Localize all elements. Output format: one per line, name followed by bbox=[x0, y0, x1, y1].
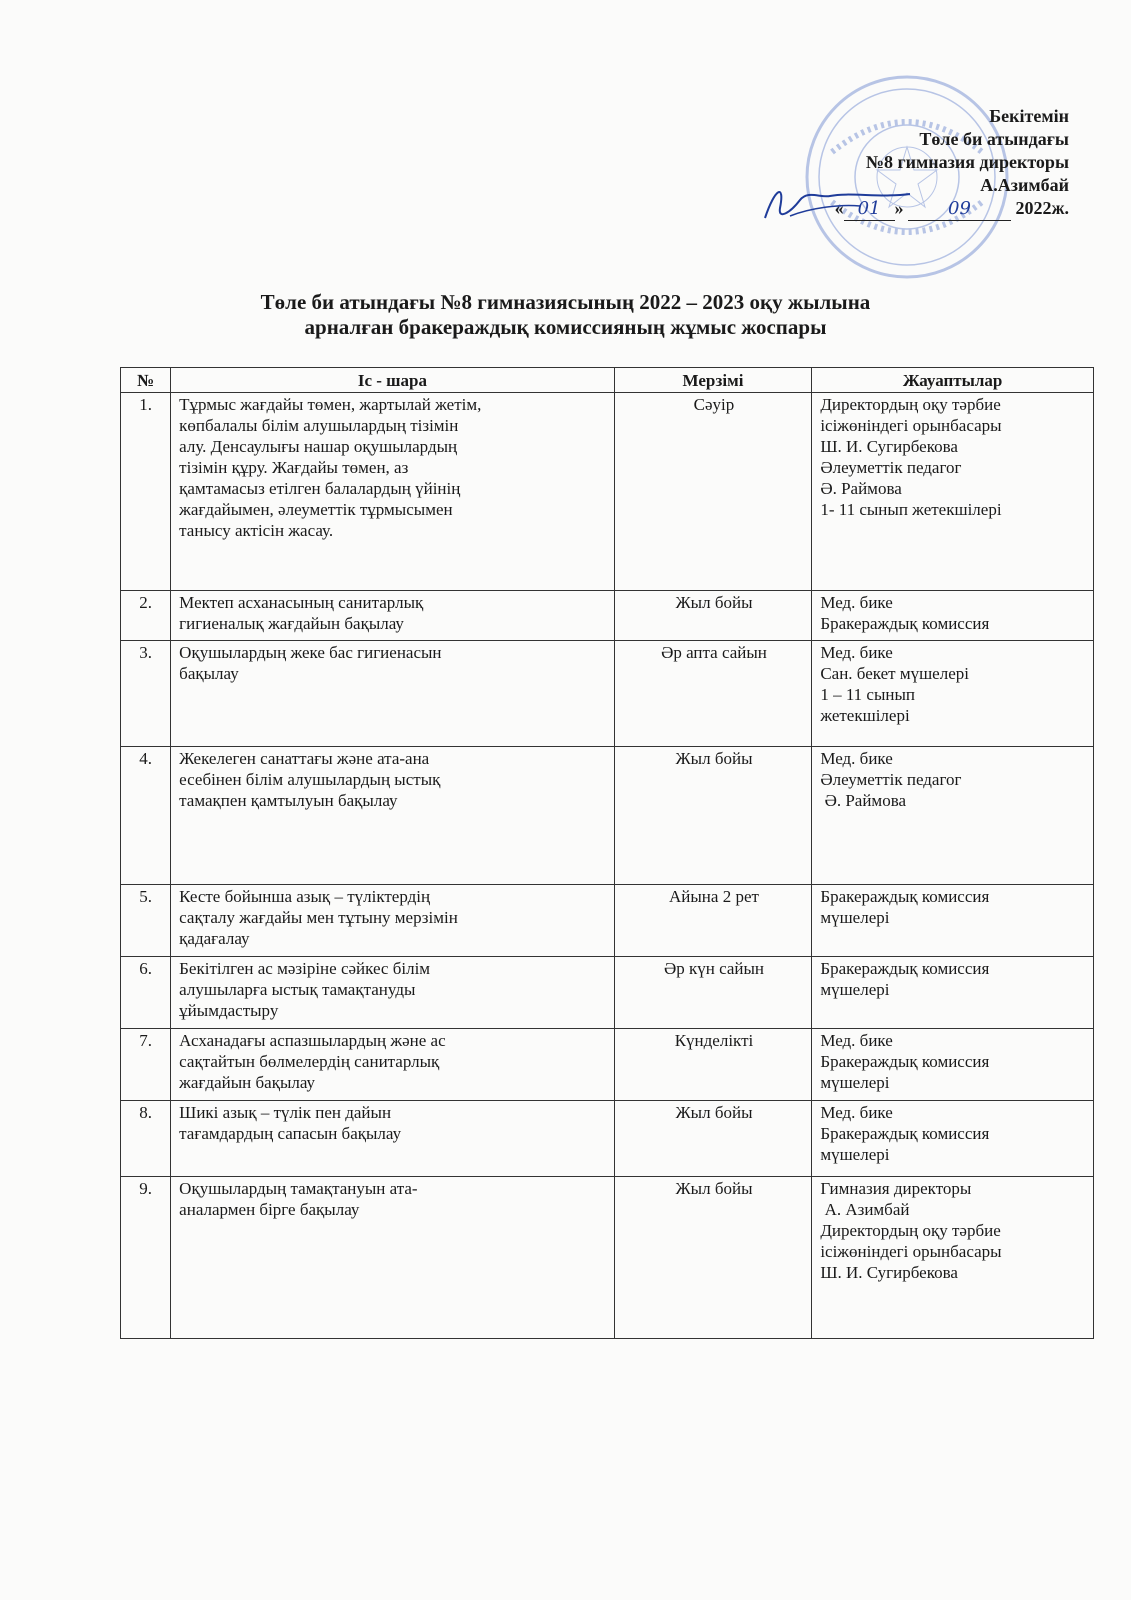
row-term: Жыл бойы bbox=[614, 1177, 812, 1339]
responsible-text-line: мүшелері bbox=[820, 1073, 890, 1092]
document-title bbox=[0, 290, 1131, 340]
row-number: 6. bbox=[121, 957, 171, 1029]
row-term: Сәуір bbox=[614, 393, 812, 591]
row-event bbox=[171, 1029, 614, 1101]
row-term: Айына 2 рет bbox=[614, 885, 812, 957]
event-text-line: жағдайымен, әлеуметтік тұрмысымен bbox=[179, 500, 453, 519]
event-text-line: тізімін құру. Жағдайы төмен, аз bbox=[179, 458, 409, 477]
row-number: 2. bbox=[121, 591, 171, 641]
row-event bbox=[171, 393, 614, 591]
table-row bbox=[121, 885, 1094, 957]
responsible-text-line: Мед. бике bbox=[820, 749, 893, 768]
row-responsible bbox=[812, 1177, 1094, 1339]
event-text-line: Оқушылардың тамақтануын ата- bbox=[179, 1179, 418, 1198]
row-responsible bbox=[812, 885, 1094, 957]
event-text-line: Бекітілген ас мәзіріне сәйкес білім bbox=[179, 959, 431, 978]
table-row bbox=[121, 393, 1094, 591]
responsible-text-line: жетекшілері bbox=[820, 706, 910, 725]
row-event bbox=[171, 957, 614, 1029]
row-event bbox=[171, 885, 614, 957]
responsible-text-line: Бракераждық комиссия bbox=[820, 1052, 990, 1071]
event-text-line: алу. Денсаулығы нашар оқушылардың bbox=[179, 437, 458, 456]
date-month: 09 bbox=[908, 197, 1011, 221]
date-year: 2022ж. bbox=[1015, 198, 1069, 218]
event-text-line: Шикі азық – түлік пен дайын bbox=[179, 1103, 392, 1122]
responsible-text-line: Сан. бекет мүшелері bbox=[820, 664, 969, 683]
responsible-text-line: мүшелері bbox=[820, 1145, 890, 1164]
event-text-line: қадағалау bbox=[179, 929, 250, 948]
row-event bbox=[171, 591, 614, 641]
date-close-quote: » bbox=[894, 198, 904, 218]
event-text-line: гигиеналық жағдайын бақылау bbox=[179, 614, 404, 633]
header-number: № bbox=[121, 368, 171, 393]
table-row bbox=[121, 641, 1094, 747]
responsible-text-line: Гимназия директоры bbox=[820, 1179, 972, 1198]
event-text-line: тамақпен қамтылуын бақылау bbox=[179, 791, 398, 810]
row-term: Жыл бойы bbox=[614, 747, 812, 885]
responsible-text-line: Ә. Раймова bbox=[820, 479, 902, 498]
responsible-text-line: ісіжөніндегі орынбасары bbox=[820, 416, 1002, 435]
event-text-line: Тұрмыс жағдайы төмен, жартылай жетім, bbox=[179, 395, 482, 414]
table-body bbox=[121, 393, 1094, 1339]
row-number: 7. bbox=[121, 1029, 171, 1101]
event-text-line: Мектеп асханасының санитарлық bbox=[179, 593, 424, 612]
header-event: Іс - шара bbox=[171, 368, 614, 393]
title-line-1: Төле би атындағы №8 гимназиясының 2022 – 2023 оқу жылына bbox=[260, 290, 871, 314]
row-number: 4. bbox=[121, 747, 171, 885]
header-responsible: Жауаптылар bbox=[812, 368, 1094, 393]
approval-director-name: А.Азимбай bbox=[980, 175, 1069, 195]
table-header-row bbox=[121, 368, 1094, 393]
event-text-line: Жекелеген санаттағы және ата-ана bbox=[179, 749, 430, 768]
approval-block bbox=[835, 105, 1069, 221]
row-event bbox=[171, 747, 614, 885]
approval-line-2: Төле би атындағы bbox=[919, 129, 1069, 149]
row-responsible bbox=[812, 747, 1094, 885]
event-text-line: аналармен бірге бақылау bbox=[179, 1200, 360, 1219]
row-number: 1. bbox=[121, 393, 171, 591]
event-text-line: есебінен білім алушылардың ыстық bbox=[179, 770, 441, 789]
event-text-line: сақталу жағдайы мен тұтыну мерзімін bbox=[179, 908, 458, 927]
event-text-line: алушыларға ыстық тамақтануды bbox=[179, 980, 416, 999]
table-row bbox=[121, 1029, 1094, 1101]
table-row bbox=[121, 591, 1094, 641]
event-text-line: бақылау bbox=[179, 664, 239, 683]
responsible-text-line: 1- 11 сынып жетекшілері bbox=[820, 500, 1002, 519]
responsible-text-line: Мед. бике bbox=[820, 593, 893, 612]
event-text-line: Асханадағы аспазшылардың және ас bbox=[179, 1031, 446, 1050]
responsible-text-line: Ш. И. Сугирбекова bbox=[820, 437, 958, 456]
date-day: 01 bbox=[844, 197, 895, 221]
event-text-line: Кесте бойынша азық – түліктердің bbox=[179, 887, 431, 906]
row-number: 5. bbox=[121, 885, 171, 957]
responsible-text-line: Мед. бике bbox=[820, 1103, 893, 1122]
row-term: Жыл бойы bbox=[614, 1101, 812, 1177]
row-responsible bbox=[812, 1029, 1094, 1101]
event-text-line: жағдайын бақылау bbox=[179, 1073, 316, 1092]
row-term: Жыл бойы bbox=[614, 591, 812, 641]
event-text-line: сақтайтын бөлмелердің санитарлық bbox=[179, 1052, 440, 1071]
responsible-text-line: Әлеуметтік педагог bbox=[820, 458, 962, 477]
row-event bbox=[171, 1177, 614, 1339]
responsible-text-line: Бракераждық комиссия bbox=[820, 614, 990, 633]
table-row bbox=[121, 1177, 1094, 1339]
responsible-text-line: А. Азимбай bbox=[820, 1200, 910, 1219]
event-text-line: қамтамасыз етілген балалардың үйінің bbox=[179, 479, 461, 498]
row-number: 3. bbox=[121, 641, 171, 747]
responsible-text-line: ісіжөніндегі орынбасары bbox=[820, 1242, 1002, 1261]
date-open-quote: « bbox=[834, 198, 844, 218]
table-row bbox=[121, 747, 1094, 885]
event-text-line: ұйымдастыру bbox=[179, 1001, 279, 1020]
row-responsible bbox=[812, 591, 1094, 641]
row-term: Әр күн сайын bbox=[614, 957, 812, 1029]
responsible-text-line: Директордың оқу тәрбие bbox=[820, 1221, 1001, 1240]
responsible-text-line: Мед. бике bbox=[820, 1031, 893, 1050]
row-number: 8. bbox=[121, 1101, 171, 1177]
approval-date bbox=[835, 197, 1069, 221]
row-event bbox=[171, 641, 614, 747]
responsible-text-line: Бракераждық комиссия bbox=[820, 1124, 990, 1143]
plan-table bbox=[120, 367, 1094, 1339]
responsible-text-line: мүшелері bbox=[820, 908, 890, 927]
responsible-text-line: 1 – 11 сынып bbox=[820, 685, 916, 704]
responsible-text-line: мүшелері bbox=[820, 980, 890, 999]
row-event bbox=[171, 1101, 614, 1177]
responsible-text-line: Ә. Раймова bbox=[820, 791, 907, 810]
responsible-text-line: Бракераждық комиссия bbox=[820, 887, 990, 906]
event-text-line: Оқушылардың жеке бас гигиенасын bbox=[179, 643, 442, 662]
row-responsible bbox=[812, 957, 1094, 1029]
responsible-text-line: Әлеуметтік педагог bbox=[820, 770, 962, 789]
table-row bbox=[121, 1101, 1094, 1177]
row-responsible bbox=[812, 1101, 1094, 1177]
approval-line-3: №8 гимназия директоры bbox=[865, 152, 1069, 172]
event-text-line: көпбалалы білім алушылардың тізімін bbox=[179, 416, 459, 435]
event-text-line: тағамдардың сапасын бақылау bbox=[179, 1124, 402, 1143]
row-number: 9. bbox=[121, 1177, 171, 1339]
responsible-text-line: Мед. бике bbox=[820, 643, 893, 662]
row-responsible bbox=[812, 393, 1094, 591]
row-term: Күнделікті bbox=[614, 1029, 812, 1101]
responsible-text-line: Бракераждық комиссия bbox=[820, 959, 990, 978]
table-row bbox=[121, 957, 1094, 1029]
row-term: Әр апта сайын bbox=[614, 641, 812, 747]
header-term: Мерзімі bbox=[614, 368, 812, 393]
row-responsible bbox=[812, 641, 1094, 747]
approval-line-1: Бекітемін bbox=[989, 106, 1069, 126]
responsible-text-line: Ш. И. Сугирбекова bbox=[820, 1263, 958, 1282]
event-text-line: танысу актісін жасау. bbox=[179, 521, 334, 540]
responsible-text-line: Директордың оқу тәрбие bbox=[820, 395, 1001, 414]
title-line-2: арналған бракераждық комиссияның жұмыс жоспары bbox=[304, 315, 827, 339]
